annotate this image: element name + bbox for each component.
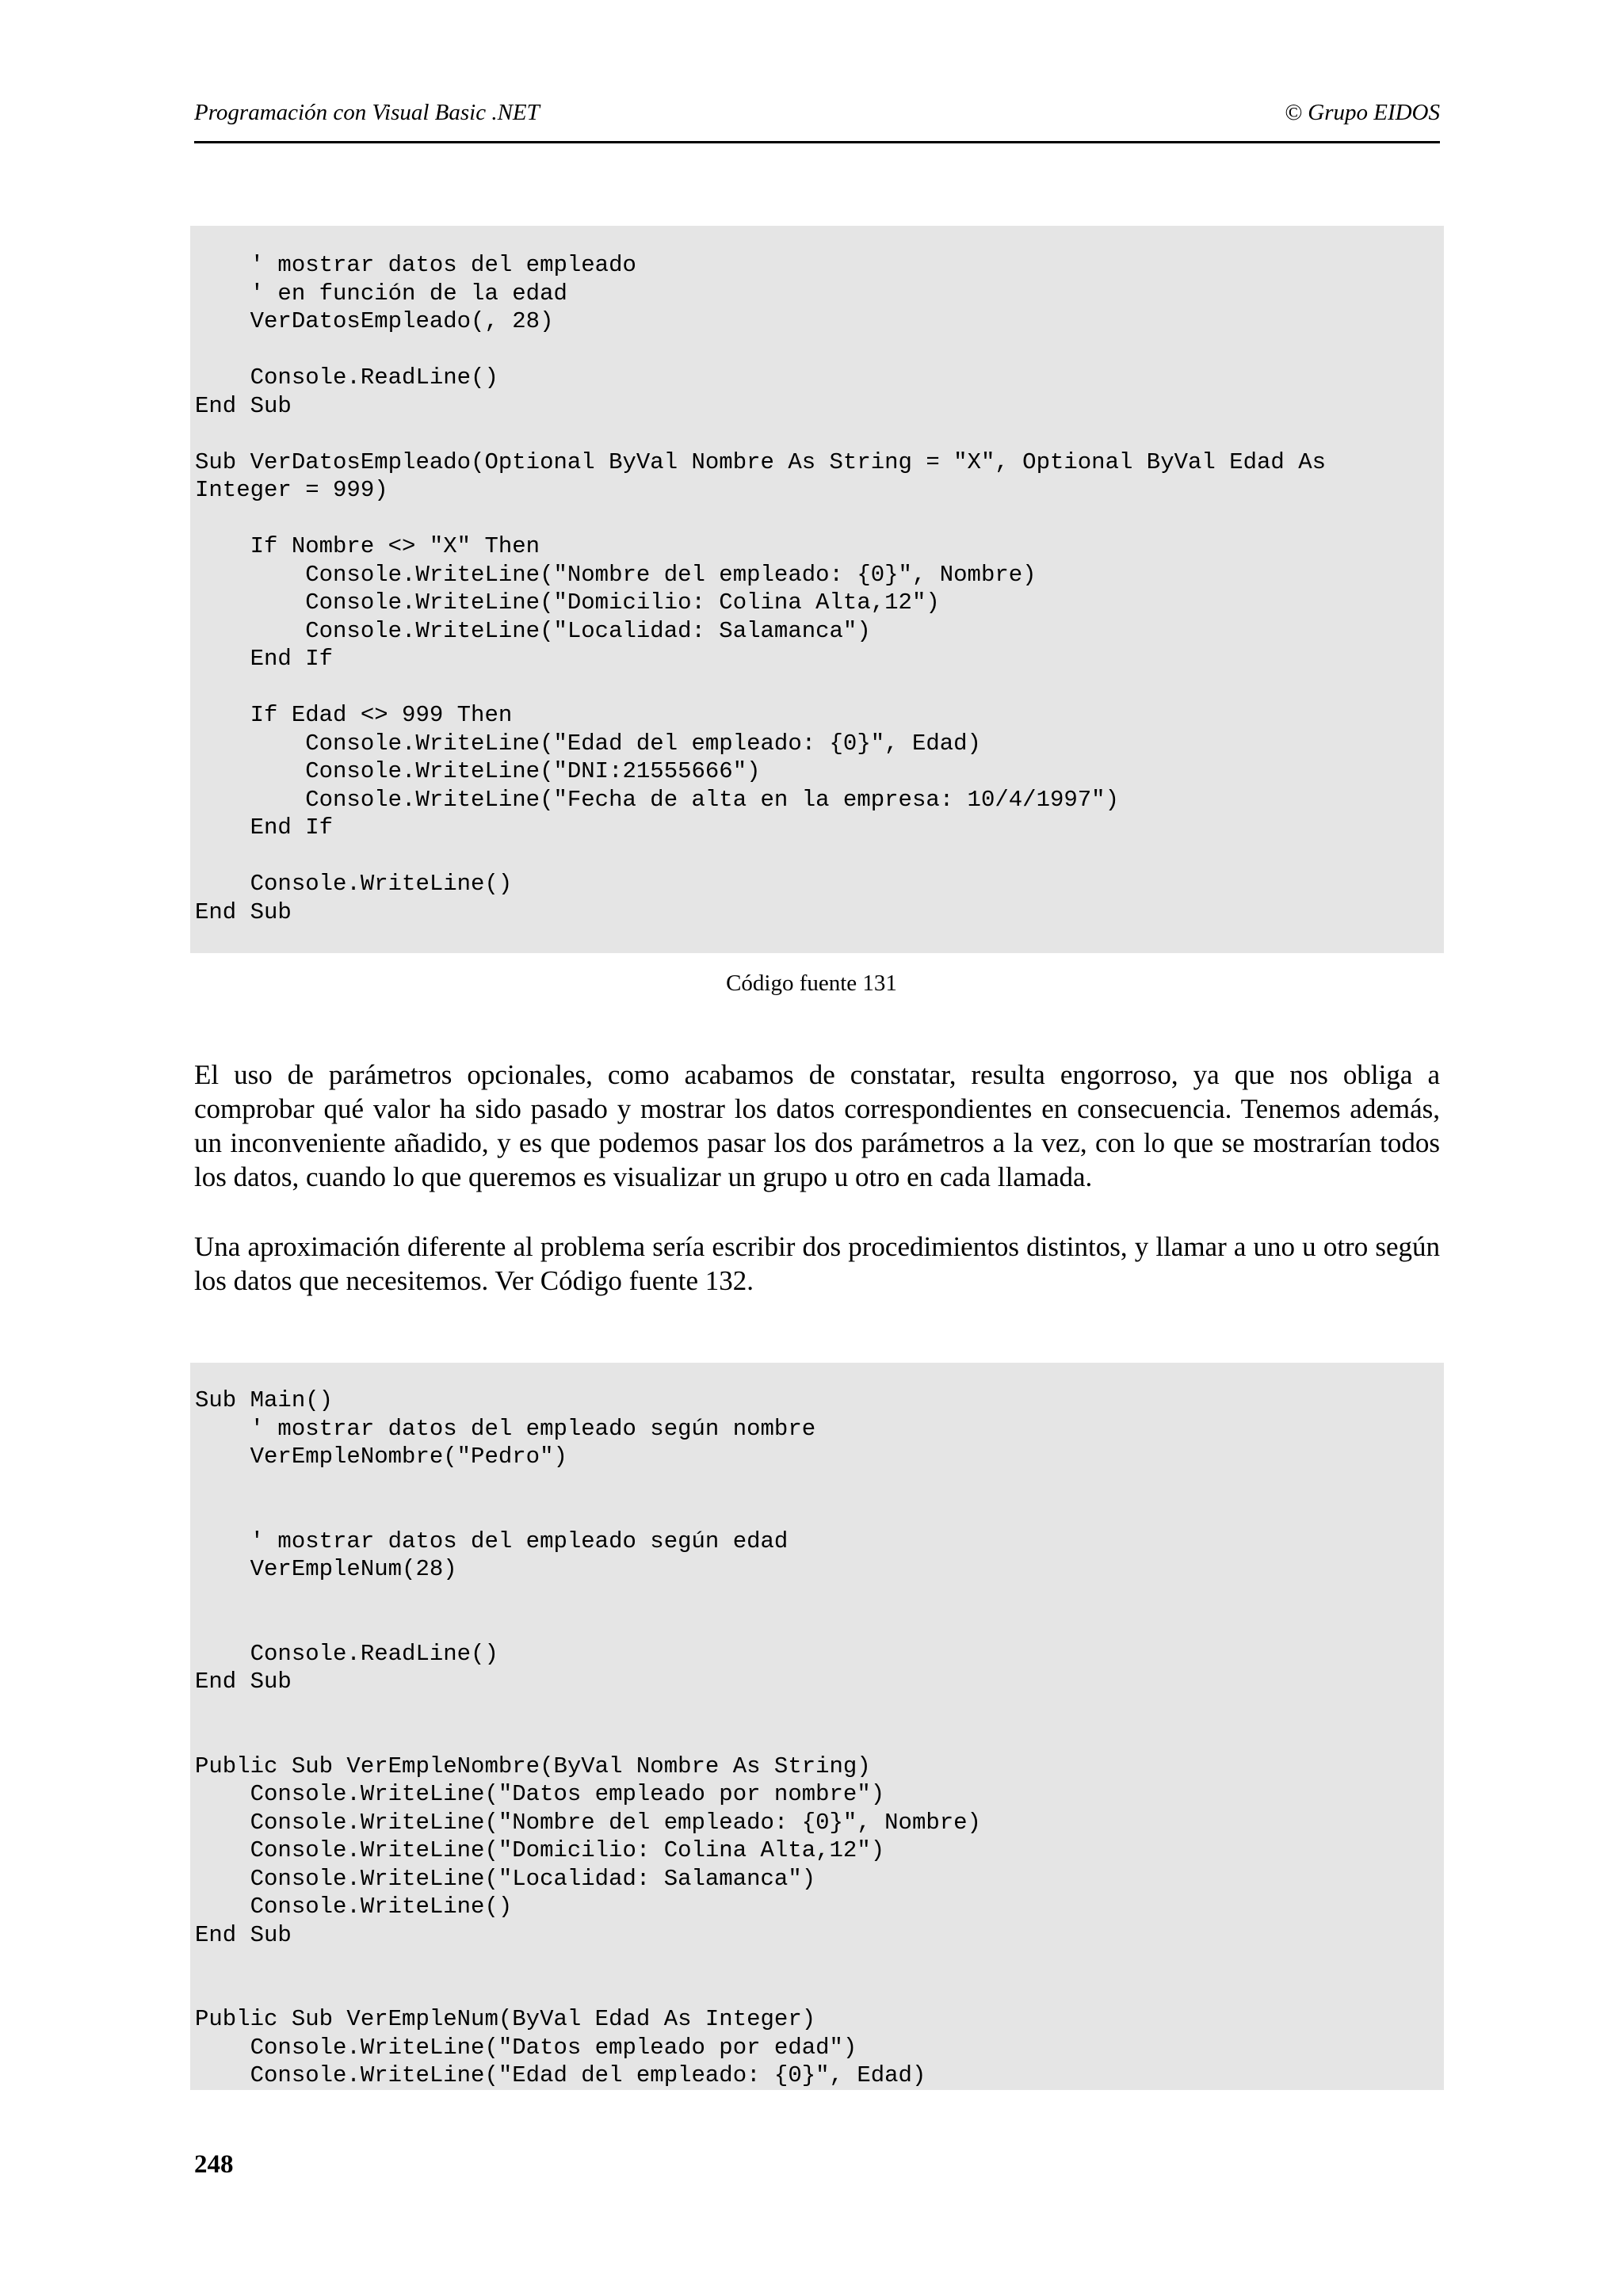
code-listing-131 [190, 226, 1444, 953]
code-line: ' mostrar datos del empleado según edad [195, 1527, 789, 1554]
code-line: End If [195, 646, 334, 672]
code-line: Console.WriteLine("DNI:21555666") [195, 758, 761, 784]
code-line: End If [195, 814, 334, 841]
code-line: Public Sub VerEmpleNum(ByVal Edad As Integer) [195, 2006, 816, 2032]
code-line: Console.WriteLine("Domicilio: Colina Alta,12") [195, 1837, 885, 1863]
code-line: Console.WriteLine("Localidad: Salamanca") [195, 617, 871, 644]
code-line: ' en función de la edad [195, 280, 567, 307]
code-line: VerEmpleNum(28) [195, 1556, 457, 1582]
code-line: VerEmpleNombre("Pedro") [195, 1444, 567, 1470]
body-paragraph: El uso de parámetros opcionales, como acabamos de constatar, resulta engorroso, ya que nos obliga a comprobar qué valor ha sido pasado y mostrar los datos correspondientes en consecuencia. Tenemos además, un inconveniente añadido, y es que podemos pasar los dos parámetros a la vez, con lo que se mostrarían todos los datos, cuando lo que queremos es visualizar un grupo u otro en cada llamada. [194, 1059, 1440, 1192]
code-line: End Sub [195, 392, 292, 419]
code-line: Console.WriteLine("Edad del empleado: {0}", Edad) [195, 730, 981, 757]
code-line: End Sub [195, 1669, 292, 1695]
running-header [194, 95, 1440, 143]
code-line: End Sub [195, 1921, 292, 1948]
code-line: Console.WriteLine("Nombre del empleado: {0}", Nombre) [195, 561, 1037, 588]
page-number: 248 [194, 2150, 234, 2179]
code-line: Console.WriteLine("Edad del empleado: {0}", Edad) [195, 2062, 926, 2088]
code-line: Console.WriteLine("Domicilio: Colina Alta,12") [195, 589, 940, 616]
code-line: ' mostrar datos del empleado según nombre [195, 1415, 816, 1442]
code-line: Integer = 999) [195, 477, 388, 503]
code-line: If Edad <> 999 Then [195, 702, 513, 728]
code-listing-132 [190, 1363, 1444, 2090]
code-line: VerDatosEmpleado(, 28) [195, 308, 554, 334]
code-line: Public Sub VerEmpleNombre(ByVal Nombre As String) [195, 1753, 871, 1779]
publisher-copyright: © Grupo EIDOS [1284, 100, 1440, 125]
code-caption: Código fuente 131 [726, 971, 897, 996]
code-line: ' mostrar datos del empleado [195, 252, 636, 278]
body-paragraph: Una aproximación diferente al problema sería escribir dos procedimientos distintos, y llamar a uno u otro según los datos que necesitemos. Ver Código fuente 132. [194, 1231, 1440, 1296]
code-line: Console.ReadLine() [195, 364, 498, 391]
code-line: Console.WriteLine("Fecha de alta en la empresa: 10/4/1997") [195, 786, 1119, 813]
code-line: Sub VerDatosEmpleado(Optional ByVal Nombre As String = "X", Optional ByVal Edad As [195, 448, 1327, 475]
code-line: If Nombre <> "X" Then [195, 533, 540, 559]
code-line: Console.WriteLine("Datos empleado por nombre") [195, 1781, 885, 1807]
book-title: Programación con Visual Basic .NET [194, 100, 540, 125]
code-line: Console.ReadLine() [195, 1640, 498, 1667]
code-line: Console.WriteLine("Localidad: Salamanca") [195, 1865, 816, 1892]
code-line: Console.WriteLine("Nombre del empleado: {0}", Nombre) [195, 1809, 981, 1836]
code-line: Sub Main() [195, 1387, 334, 1413]
code-line: End Sub [195, 898, 292, 925]
code-line: Console.WriteLine("Datos empleado por edad") [195, 2034, 857, 2061]
code-line: Console.WriteLine() [195, 1894, 513, 1920]
code-line: Console.WriteLine() [195, 871, 513, 897]
